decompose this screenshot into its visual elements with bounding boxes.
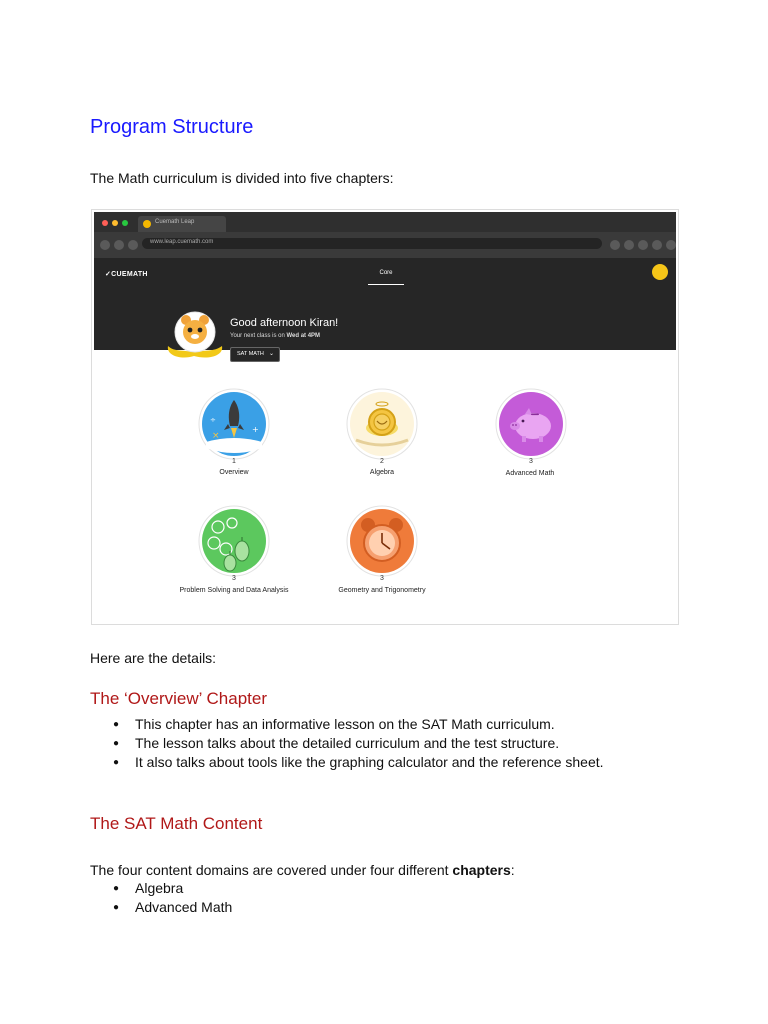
content-intro: The four content domains are covered under four different chapters: xyxy=(90,862,515,878)
overview-heading: The ‘Overview’ Chapter xyxy=(90,689,267,708)
mascot-avatar-icon xyxy=(164,308,226,364)
course-select-label: SAT MATH xyxy=(237,351,264,357)
forward-icon[interactable] xyxy=(114,240,124,250)
svg-text:+: + xyxy=(252,425,259,434)
rocket-icon xyxy=(198,388,270,460)
url-field[interactable] xyxy=(142,238,602,249)
next-class-text: Your next class is on Wed at 4PM xyxy=(230,333,321,339)
active-tab-indicator xyxy=(368,284,404,285)
chapter-label: Problem Solving and Data Analysis xyxy=(179,587,289,594)
list-item: ● It also talks about tools like the graphing calculator and the reference sheet. xyxy=(90,753,604,772)
extension-icon[interactable] xyxy=(638,240,648,250)
svg-text:×: × xyxy=(212,431,220,441)
close-dot-icon xyxy=(102,220,108,226)
page-title: Program Structure xyxy=(90,116,254,138)
course-select-button[interactable] xyxy=(230,347,280,362)
overview-list xyxy=(90,715,604,772)
zoom-dot-icon xyxy=(122,220,128,226)
chapter-label: Algebra xyxy=(369,469,395,476)
list-item: ● Advanced Math xyxy=(90,898,232,917)
list-item: ● The lesson talks about the detailed curriculum and the test structure. xyxy=(90,734,604,753)
extension-icon[interactable] xyxy=(624,240,634,250)
extension-icon[interactable] xyxy=(610,240,620,250)
clock-icon xyxy=(346,505,418,577)
curriculum-screenshot xyxy=(91,209,679,625)
browser-tab[interactable] xyxy=(138,216,226,232)
chapter-number: 3 xyxy=(529,458,533,465)
coin-icon xyxy=(346,388,418,460)
cuemath-favicon-icon xyxy=(143,220,151,228)
back-icon[interactable] xyxy=(100,240,110,250)
reload-icon[interactable] xyxy=(128,240,138,250)
menu-icon[interactable] xyxy=(666,240,676,250)
browser-address-bar xyxy=(94,232,676,258)
chapter-number: 3 xyxy=(232,575,236,582)
details-intro: Here are the details: xyxy=(90,650,217,666)
svg-text:÷: ÷ xyxy=(210,416,216,424)
url-text: www.leap.cuemath.com xyxy=(150,239,214,245)
chapter-label: Geometry and Trigonometry xyxy=(338,587,426,594)
chapter-label: Advanced Math xyxy=(505,470,555,477)
piggy-bank-icon xyxy=(495,388,567,460)
chapter-number: 2 xyxy=(380,458,384,465)
greeting: Good afternoon Kiran! xyxy=(230,317,339,329)
chapter-number: 3 xyxy=(380,575,384,582)
list-item: ● Algebra xyxy=(90,879,232,898)
chevron-down-icon: ⌄ xyxy=(269,351,275,357)
minimize-dot-icon xyxy=(112,220,118,226)
intro-text: The Math curriculum is divided into five chapters: xyxy=(90,170,394,186)
fruits-icon xyxy=(198,505,270,577)
tab-label: Cuemath Leap xyxy=(155,219,195,225)
list-item: ● This chapter has an informative lesson on the SAT Math curriculum. xyxy=(90,715,604,734)
cuemath-logo[interactable]: ✓CUEMATH xyxy=(105,271,148,278)
profile-avatar-icon[interactable] xyxy=(652,264,668,280)
tab-core[interactable]: Core xyxy=(379,270,393,276)
chapter-number: 1 xyxy=(232,458,236,465)
content-list xyxy=(90,879,232,917)
content-heading: The SAT Math Content xyxy=(90,814,263,833)
extension-icon[interactable] xyxy=(652,240,662,250)
chapter-label: Overview xyxy=(219,469,249,476)
browser-tab-bar xyxy=(94,212,676,232)
